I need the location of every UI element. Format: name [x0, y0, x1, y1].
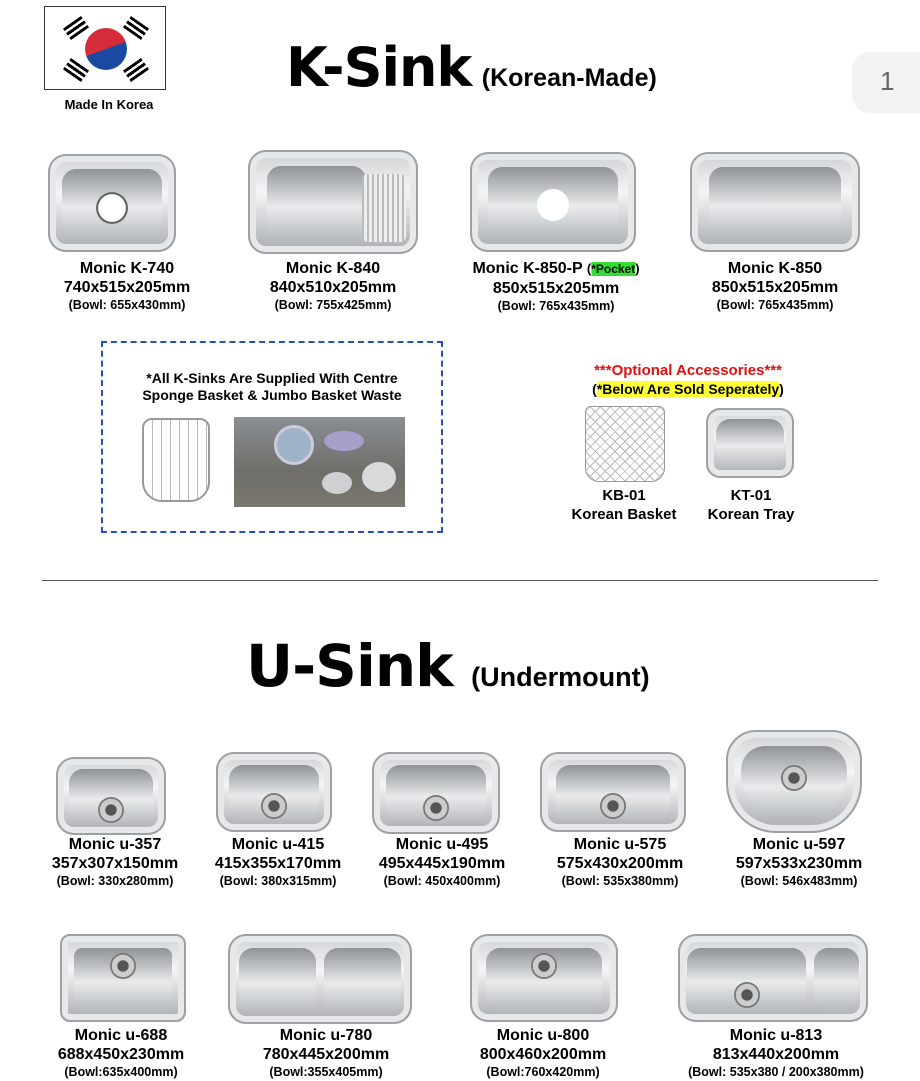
optional-accessories-heading: ***Optional Accessories***: [594, 362, 782, 379]
product-bowl: (Bowl: 765x435mm): [497, 299, 615, 313]
product-dims: 813x440x200mm: [712, 1046, 840, 1063]
sink-image: [678, 934, 868, 1022]
product-name: Monic K-850-P: [472, 260, 583, 277]
sink-image: [228, 934, 412, 1024]
product-name: Monic u-597: [752, 836, 846, 853]
product-k-740: [64, 259, 190, 314]
product-bowl: (Bowl:635x400mm): [64, 1065, 178, 1079]
product-u-495: [379, 835, 505, 890]
product-u-357: [52, 835, 178, 890]
product-u-780: [263, 1026, 389, 1081]
product-bowl: (Bowl:355x405mm): [269, 1065, 383, 1079]
product-bowl: (Bowl: 450x400mm): [383, 874, 501, 888]
trigram: [123, 16, 149, 40]
note-line: *All K-Sinks Are Supplied With Centre: [146, 370, 398, 386]
sink-image: [60, 934, 186, 1022]
sink-image: [216, 752, 332, 832]
product-dims: 780x445x200mm: [262, 1046, 390, 1063]
page-number: 1: [852, 52, 920, 113]
accessory-name: Korean Basket: [571, 506, 677, 523]
product-bowl: (Bowl: 380x315mm): [219, 874, 337, 888]
product-bowl: (Bowl: 655x430mm): [68, 298, 186, 312]
product-name: Monic u-780: [279, 1027, 373, 1044]
sink-image: [248, 150, 418, 254]
accessory-code: KT-01: [730, 487, 772, 504]
product-bowl: (Bowl:760x420mm): [486, 1065, 600, 1079]
sink-image: [56, 757, 166, 835]
product-k-850: [712, 259, 838, 314]
note-line: Sponge Basket & Jumbo Basket Waste: [142, 387, 402, 403]
trigram: [63, 58, 89, 82]
sink-image: [690, 152, 860, 252]
product-name: Monic u-415: [231, 836, 325, 853]
title-subtitle: (Korean-Made): [481, 64, 657, 92]
korean-basket-image: [585, 406, 665, 482]
product-dims: 415x355x170mm: [214, 855, 342, 872]
product-u-688: [58, 1026, 184, 1081]
product-name: Monic K-740: [79, 260, 175, 277]
basket-waste-photo: [234, 417, 405, 507]
accessory-code: KB-01: [602, 487, 646, 504]
k-sink-title: [286, 36, 657, 99]
trigram: [63, 16, 89, 40]
product-dims: 495x445x190mm: [378, 855, 506, 872]
accessory-kb-01: [571, 486, 676, 524]
sold-separately-note: (*Below Are Sold Seperately): [592, 381, 784, 397]
korean-tray-image: [706, 408, 794, 478]
trigram: [123, 58, 149, 82]
made-in-korea-label: Made In Korea: [64, 97, 154, 112]
product-u-415: [215, 835, 341, 890]
product-u-597: [736, 835, 862, 890]
product-u-813: [688, 1026, 864, 1081]
sink-image: [540, 752, 686, 832]
product-name: Monic K-850: [727, 260, 823, 277]
sponge-basket-image: [142, 418, 210, 502]
title-text: K-Sink: [286, 36, 472, 99]
product-dims: 575x430x200mm: [556, 855, 684, 872]
sink-image: [372, 752, 500, 834]
accessory-name: Korean Tray: [707, 506, 795, 523]
product-dims: 357x307x150mm: [51, 855, 179, 872]
product-bowl: (Bowl: 546x483mm): [740, 874, 858, 888]
product-bowl: (Bowl: 330x280mm): [56, 874, 174, 888]
product-name: Monic K-840: [285, 260, 381, 277]
product-bowl: (Bowl: 535x380mm): [561, 874, 679, 888]
title-subtitle: (Undermount): [471, 662, 650, 692]
product-k-840: [270, 259, 396, 314]
product-name: Monic u-688: [74, 1027, 168, 1044]
product-name: Monic u-495: [395, 836, 489, 853]
sink-image: [48, 154, 176, 252]
title-text: U-Sink: [246, 632, 453, 700]
product-bowl: (Bowl: 765x435mm): [716, 298, 834, 312]
product-bowl: (Bowl: 535x380 / 200x380mm): [688, 1065, 864, 1079]
product-k-850-p: Monic K-850-P (*Pocket) 850x515x205mm (Bowl: 765x435mm): [472, 260, 640, 313]
product-dims: 688x450x230mm: [57, 1046, 185, 1063]
product-dims: 840x510x205mm: [269, 279, 397, 296]
product-dims: 850x515x205mm: [492, 280, 620, 297]
pocket-tag: *Pocket: [591, 262, 636, 276]
sink-image: [726, 730, 862, 833]
u-sink-title: [246, 632, 650, 700]
product-dims: 597x533x230mm: [735, 855, 863, 872]
sink-image: [470, 152, 636, 252]
product-name: Monic u-813: [729, 1027, 823, 1044]
product-dims: 740x515x205mm: [63, 279, 191, 296]
product-u-800: [480, 1026, 606, 1081]
note-text: *Below Are Sold Seperately: [596, 381, 780, 397]
sink-image: [470, 934, 618, 1022]
product-bowl: (Bowl: 755x425mm): [274, 298, 392, 312]
accessory-kt-01: [708, 486, 795, 524]
product-name: Monic u-575: [573, 836, 667, 853]
product-dims: 850x515x205mm: [711, 279, 839, 296]
product-u-575: [557, 835, 683, 890]
taegeuk-symbol: [85, 28, 127, 70]
product-name: Monic u-357: [68, 836, 162, 853]
product-dims: 800x460x200mm: [479, 1046, 607, 1063]
section-divider: [42, 580, 878, 581]
product-name: Monic u-800: [496, 1027, 590, 1044]
korea-flag: [44, 6, 166, 90]
